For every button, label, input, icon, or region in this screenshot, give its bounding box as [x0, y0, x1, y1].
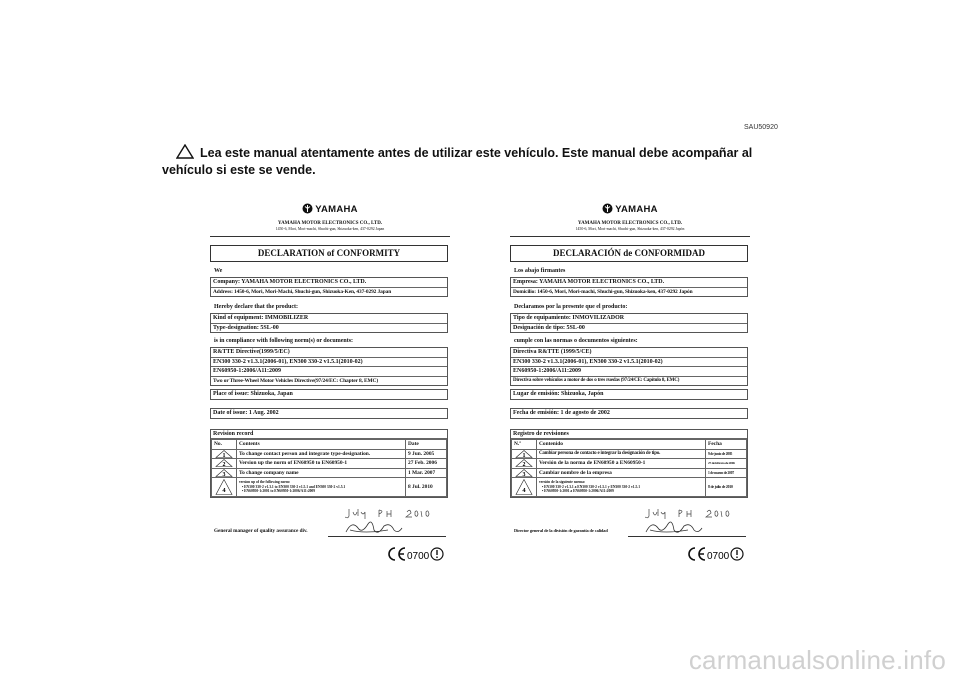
table-row [512, 449, 747, 459]
company-line: Empresa: YAMAHA MOTOR ELECTRONICS CO., LTD. [511, 278, 747, 288]
warning-notice [162, 144, 794, 179]
norms-box [510, 347, 748, 386]
col-contents: Contents [237, 440, 406, 450]
col-no: No. [212, 440, 237, 450]
yamaha-logo: YAMAHA [210, 203, 450, 215]
company-line: Company: YAMAHA MOTOR ELECTRONICS CO., LTD. [211, 278, 447, 288]
signature-label: General manager of quality assurance div. [214, 528, 308, 534]
svg-text:2: 2 [522, 462, 526, 468]
revision-triangle-icon [215, 459, 233, 467]
revision-title: Revision record [211, 430, 447, 439]
place-line: Place of issue: Shizuoka, Japan [213, 391, 293, 397]
revision-number [212, 468, 237, 478]
ce-mark-icon [386, 546, 444, 562]
svg-text:1: 1 [222, 452, 226, 458]
we-label: Los abajo firmantes [514, 268, 566, 274]
revision-contents: versión de la siguiente norma: • EN300 330-2 v1.3.1 a EN300 330-2 v1.5.1 y EN300 330-2 v1.5.1 • EN60950-1:2001 a EN60950-1:2006/A11:2009 [537, 478, 706, 497]
norm-line: EN60950-1:2006/A11:2009 [211, 367, 447, 377]
declaration-title: DECLARATION of CONFORMITY [210, 245, 448, 262]
declare-label: Hereby declare that the product: [214, 304, 298, 310]
date-line: Date of issue: 1 Aug. 2002 [213, 410, 279, 416]
revision-date: 9 Jun. 2005 [406, 449, 447, 459]
declare-label: Declaramos por la presente que el producto: [514, 304, 628, 310]
table-row [512, 459, 747, 469]
table-header-row [212, 440, 447, 450]
revision-date: 1 de marzo de 2007 [706, 468, 747, 478]
norm-line: Two or Three-Wheel Motor Vehicles Directive(97/24/EC: Chapter 8, EMC) [213, 377, 379, 384]
table-row [512, 478, 747, 497]
company-address: 1450-6, Mori, Mori-machi, Shuchi-gun, Shizuoka-ken, 437-0292 Japón [575, 227, 685, 231]
we-label: We [214, 268, 223, 274]
place-box [510, 389, 748, 400]
revision-number [512, 459, 537, 469]
revision-triangle-icon [215, 469, 233, 477]
table-row [212, 459, 447, 469]
declaration-title: DECLARACIÓN de CONFORMIDAD [510, 245, 748, 262]
revision-date: 1 Mar. 2007 [406, 468, 447, 478]
address-line: Domicilio: 1450-6, Mori, Mori-machi, Shuchi-gun, Shizuoka-ken, 437-0292 Japón [513, 288, 693, 295]
table-header-row [512, 440, 747, 450]
company-box [510, 277, 748, 297]
place-box [210, 389, 448, 400]
col-contents: Contenido [537, 440, 706, 450]
revision-number [512, 449, 537, 459]
table-row [212, 449, 447, 459]
revision-number [512, 468, 537, 478]
company-address: 1450-6, Mori, Mori-machi, Shuchi-gun, Shizuoka-ken, 437-0292 Japan [275, 227, 385, 231]
revision-table [511, 439, 747, 497]
yamaha-logo: YAMAHA [510, 203, 750, 215]
revision-triangle-icon [215, 450, 233, 458]
company-name: YAMAHA MOTOR ELECTRONICS CO., LTD. [277, 221, 383, 226]
svg-text:3: 3 [222, 471, 226, 477]
revision-date: 27 de febrero de 2006 [706, 459, 747, 469]
divider [210, 236, 450, 237]
document-code: SAU50920 [744, 124, 778, 131]
norm-line: EN300 330-2 v1.3.1(2006-01), EN300 330-2 v1.5.1(2010-02) [511, 358, 747, 368]
col-date: Fecha [706, 440, 747, 450]
revision-date: 9 de junio de 2005 [706, 449, 747, 459]
revision-number [512, 478, 537, 497]
kind-line: Kind of equipment: IMMOBILIZER [211, 314, 447, 324]
revision-number [212, 449, 237, 459]
table-row [212, 478, 447, 497]
declaration-panel-spanish [510, 196, 750, 568]
revision-number [212, 478, 237, 497]
col-no: N.º [512, 440, 537, 450]
revision-triangle-icon [515, 459, 533, 467]
revision-triangle-icon [515, 450, 533, 458]
revision-triangle-icon [515, 469, 533, 477]
revision-date: 8 de julio de 2010 [706, 478, 747, 497]
place-line: Lugar de emisión: Shizuoka, Japón [513, 391, 604, 397]
yamaha-tuning-fork-icon [302, 203, 313, 214]
revision-date: 27 Feb. 2006 [406, 459, 447, 469]
table-row [512, 468, 747, 478]
revision-contents: To change company name [237, 468, 406, 478]
norm-line: Directiva R&TTE (1999/5/CE) [511, 348, 747, 358]
date-line: Fecha de emisión: 1 de agosto de 2002 [513, 410, 610, 416]
revision-contents: Version up the norm of EN60950 to EN60950-1 [237, 459, 406, 469]
date-box [210, 408, 448, 419]
norms-label: is in compliance with following norm(s) or documents: [214, 338, 354, 344]
svg-text:4: 4 [522, 487, 526, 494]
revision-number [212, 459, 237, 469]
watermark: carmanualsonline.info [688, 645, 946, 675]
date-box [510, 408, 748, 419]
product-box [510, 313, 748, 333]
revision-triangle-icon [215, 479, 233, 495]
norm-line: Directiva sobre vehículos a motor de dos o tres ruedas (97/24/CE: Capítulo 8, EMC) [513, 377, 680, 383]
warning-text: Lea este manual atentamente antes de utilizar este vehículo. Este manual debe acompañar al vehículo si este se vende. [162, 146, 753, 177]
ce-mark-icon [686, 546, 744, 562]
revision-contents: version up of the following norm: • EN300 330-2 v1.3.1 to EN300 330-2 v1.5.1 and EN300 330-2 v1.5.1 • EN60950-1:2001 to EN60950-1:2006/A11:2009 [237, 478, 406, 497]
yamaha-tuning-fork-icon [602, 203, 613, 214]
norm-line: EN300 330-2 v1.3.1(2006-01), EN300 330-2 v1.5.1(2010-02) [211, 358, 447, 368]
company-box [210, 277, 448, 297]
type-line: Type-designation: 5SL-00 [213, 324, 279, 331]
divider [510, 236, 750, 237]
svg-text:2: 2 [222, 462, 226, 468]
revision-record [210, 429, 448, 498]
signature-line [328, 536, 446, 537]
revision-contents: Versión de la norma de EN60950 a EN60950-1 [537, 459, 706, 469]
revision-record [510, 429, 748, 498]
warning-triangle-icon [176, 144, 194, 159]
revision-table [211, 439, 447, 497]
norm-line: EN60950-1:2006/A11:2009 [511, 367, 747, 377]
revision-title: Registro de revisiones [511, 430, 747, 439]
svg-text:1: 1 [522, 452, 526, 458]
kind-line: Tipo de equipamiento: INMOVILIZADOR [511, 314, 747, 324]
signature-line [628, 536, 746, 537]
revision-triangle-icon [515, 479, 533, 495]
svg-text:4: 4 [222, 487, 226, 494]
norms-label: cumple con las normas o documentos siguientes: [514, 338, 638, 344]
svg-text:0700: 0700 [407, 551, 430, 562]
signature-label: Director general de la división de garantía de calidad [514, 528, 608, 533]
norm-line: R&TTE Directive(1999/5/EC) [211, 348, 447, 358]
col-date: Date [406, 440, 447, 450]
company-name: YAMAHA MOTOR ELECTRONICS CO., LTD. [577, 221, 683, 226]
address-line: Address: 1450-6, Mori, Mori-Machi, Shuchi-gun, Shizuoka-Ken, 437-0292 Japan [213, 288, 392, 295]
type-line: Designación de tipo: 5SL-00 [513, 324, 585, 331]
declaration-panel-english [210, 196, 450, 568]
revision-contents: To change contact person and integrate type-designation. [237, 449, 406, 459]
signature [344, 518, 404, 538]
signature [644, 518, 704, 538]
product-box [210, 313, 448, 333]
table-row [212, 468, 447, 478]
revision-contents: Cambiar nombre de la empresa [537, 468, 706, 478]
revision-contents: Cambiar persona de contacto e integrar la designación de tipo. [537, 449, 706, 459]
norms-box [210, 347, 448, 386]
svg-text:0700: 0700 [707, 551, 730, 562]
svg-text:3: 3 [522, 471, 526, 477]
revision-date: 8 Jul. 2010 [406, 478, 447, 497]
